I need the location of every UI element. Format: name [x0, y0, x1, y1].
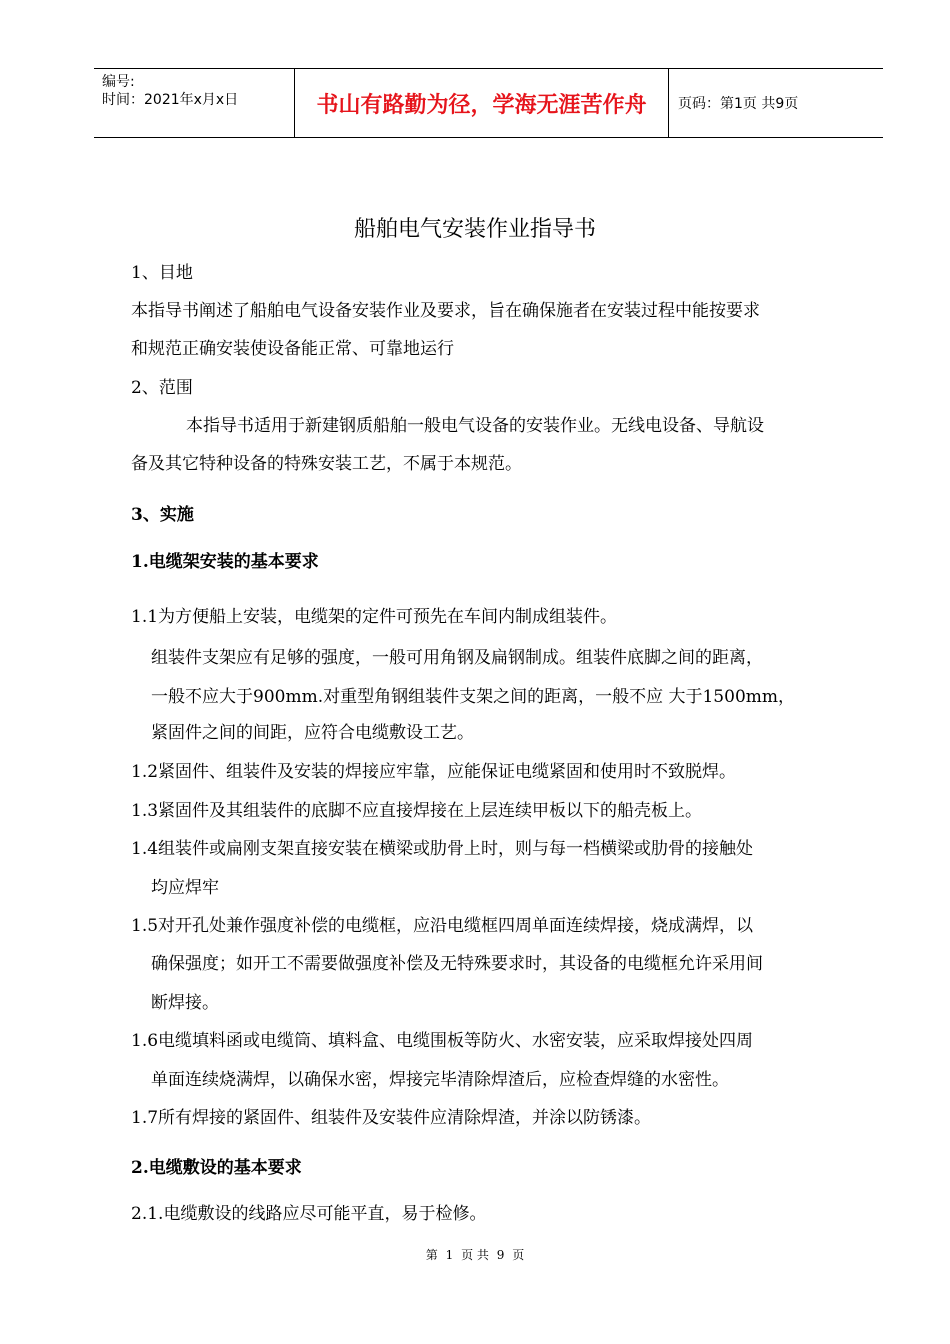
- header-page-label: 页码：第1页 共9页: [678, 96, 799, 112]
- subsection-heading: 1.电缆架安装的基本要求: [131, 552, 319, 572]
- clause-line: 单面连续烧满焊，以确保水密，焊接完毕清除焊渣后，应检查焊缝的水密性。: [151, 1070, 729, 1090]
- clause-line: 2.1.电缆敷设的线路应尽可能平直，易于检修。: [131, 1204, 487, 1224]
- clause-line: 1.3紧固件及其组装件的底脚不应直接焊接在上层连续甲板以下的船壳板上。: [131, 801, 703, 821]
- header-meta: [94, 69, 294, 137]
- paragraph-line: 本指导书阐述了船舶电气设备安装作业及要求，旨在确保施者在安装过程中能按要求: [131, 301, 760, 321]
- clause-line: 确保强度；如开工不需要做强度补偿及无特殊要求时，其设备的电缆框允许采用间: [151, 954, 763, 974]
- section-heading-scope: 2、范围: [131, 378, 193, 398]
- document-time-label: 时间：2021年x月x日: [102, 92, 239, 108]
- clause-line: 1.1为方便船上安装，电缆架的定件可预先在车间内制成组装件。: [131, 607, 618, 627]
- paragraph-line: 备及其它特种设备的特殊安装工艺，不属于本规范。: [131, 454, 522, 474]
- footer-suffix: 页: [512, 1248, 525, 1262]
- section-heading-implementation: 3、实施: [131, 505, 194, 525]
- clause-line: 1.6电缆填料函或电缆筒、填料盒、电缆围板等防火、水密安装，应采取焊接处四周: [131, 1031, 754, 1051]
- footer-middle: 页 共: [461, 1248, 489, 1262]
- clause-line: 紧固件之间的间距，应符合电缆敷设工艺。: [151, 723, 474, 743]
- page-footer: [0, 1246, 950, 1263]
- paragraph-line: 本指导书适用于新建钢质船舶一般电气设备的安装作业。无线电设备、导航设: [186, 416, 764, 436]
- document-title: 船舶电气安装作业指导书: [353, 217, 596, 242]
- paragraph-line: 和规范正确安装使设备能正常、可靠地运行: [131, 339, 454, 359]
- clause-line: 断焊接。: [151, 993, 219, 1013]
- clause-line: 组装件支架应有足够的强度，一般可用角钢及扁钢制成。组装件底脚之间的距离，: [151, 648, 763, 668]
- page-header: [94, 68, 883, 138]
- clause-line: 1.2紧固件、组装件及安装的焊接应牢靠，应能保证电缆紧固和使用时不致脱焊。: [131, 762, 737, 782]
- footer-page-number: 1: [445, 1248, 454, 1262]
- header-motto: 书山有路勤为径，学海无涯苦作舟: [294, 69, 669, 137]
- clause-line: 一般不应大于900mm.对重型角钢组装件支架之间的距离，一般不应 大于1500mm，: [151, 687, 795, 707]
- document-number-label: 编号:: [102, 74, 135, 90]
- clause-line: 均应焊牢: [151, 878, 219, 898]
- subsection-heading: 2.电缆敷设的基本要求: [131, 1158, 302, 1178]
- footer-prefix: 第: [425, 1248, 438, 1262]
- section-heading-purpose: 1、目地: [131, 263, 193, 283]
- clause-line: 1.4组装件或扁刚支架直接安装在横梁或肋骨上时，则与每一档横梁或肋骨的接触处: [131, 839, 754, 859]
- clause-line: 1.7所有焊接的紧固件、组装件及安装件应清除焊渣，并涂以防锈漆。: [131, 1108, 652, 1128]
- clause-line: 1.5对开孔处兼作强度补偿的电缆框，应沿电缆框四周单面连续焊接，烧成满焊，以: [131, 916, 754, 936]
- footer-total-pages: 9: [496, 1248, 505, 1262]
